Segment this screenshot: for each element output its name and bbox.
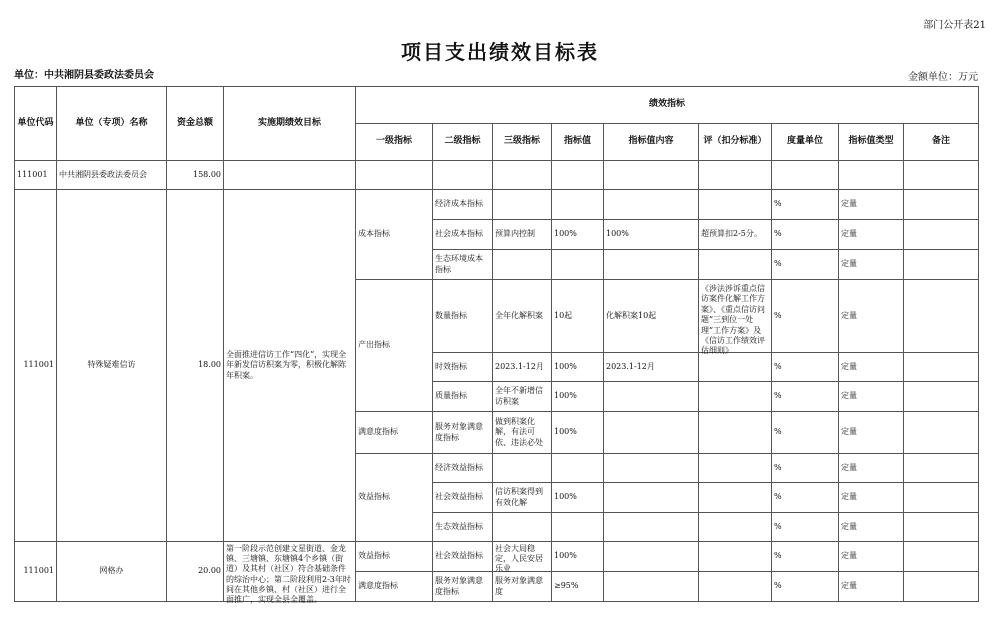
remark — [904, 542, 979, 572]
project-amount: 20.00 — [167, 542, 224, 602]
remark — [904, 483, 979, 513]
scoring-standard — [699, 382, 772, 412]
header-goal: 实施期绩效目标 — [224, 87, 356, 161]
l3-indicator: 2023.1-12月 — [493, 353, 552, 382]
header-l1: 一级指标 — [356, 124, 433, 161]
l3-indicator-text: 做到积案化解，有法可依、违法必处 — [495, 416, 543, 447]
remark — [904, 382, 979, 412]
header-perf: 绩效指标 — [356, 87, 979, 124]
indicator-type: 定量 — [839, 542, 904, 572]
indicator-type: 定量 — [839, 483, 904, 513]
indicator-type: 定量 — [839, 190, 904, 220]
scoring-standard — [699, 513, 772, 542]
l2-indicator: 质量指标 — [433, 382, 493, 412]
scoring-standard — [699, 454, 772, 483]
project-goal: 全面推进信访工作“四化”，实现全年新发信访积案为零，积极化解陈年积案。 — [224, 190, 356, 542]
header-content: 指标值内容 — [604, 124, 699, 161]
project-name: 网格办 — [57, 542, 167, 602]
indicator-content — [604, 190, 699, 220]
measure-unit: % — [772, 454, 839, 483]
indicator-value — [552, 454, 604, 483]
indicator-type: 定量 — [839, 572, 904, 602]
indicator-value: 100% — [552, 382, 604, 412]
performance-table — [14, 86, 979, 605]
l3-indicator — [493, 412, 552, 454]
table-row — [15, 542, 979, 572]
l1-indicator: 效益指标 — [356, 542, 433, 572]
project-goal-text: 第一阶段示范创建文星街道、金龙镇、三塘镇、东塘镇4个乡镇（街道）及其村（社区）符合基础条件的综治中心；第二阶段利用2-3年时间在其他乡镇、村（社区）进行全面推广，实现全县全覆盖。 — [226, 543, 351, 605]
header-l2: 二级指标 — [433, 124, 493, 161]
measure-unit: % — [772, 412, 839, 454]
indicator-type: 定量 — [839, 353, 904, 382]
indicator-type: 定量 — [839, 513, 904, 542]
l3-indicator: 全年不新增信访积案 — [493, 382, 552, 412]
scoring-standard — [699, 353, 772, 382]
l1-indicator: 效益指标 — [356, 454, 433, 542]
measure-unit: % — [772, 572, 839, 602]
scoring-standard — [699, 572, 772, 602]
l2-indicator: 社会效益指标 — [433, 542, 493, 572]
remark — [904, 513, 979, 542]
indicator-content — [604, 454, 699, 483]
l2-indicator: 社会效益指标 — [433, 483, 493, 513]
remark — [904, 454, 979, 483]
measure-unit: % — [772, 483, 839, 513]
l1-indicator: 成本指标 — [356, 190, 433, 280]
scoring-standard — [699, 483, 772, 513]
scoring-standard — [699, 542, 772, 572]
remark — [904, 190, 979, 220]
indicator-value: 100% — [552, 542, 604, 572]
l2-indicator: 数量指标 — [433, 280, 493, 353]
l2-indicator: 服务对象满意度指标 — [433, 412, 493, 454]
remark — [904, 250, 979, 280]
indicator-value: 100% — [552, 483, 604, 513]
header-measure: 度量单位 — [772, 124, 839, 161]
scoring-standard — [699, 412, 772, 454]
project-goal — [224, 542, 356, 605]
scoring-standard — [699, 250, 772, 280]
measure-unit: % — [772, 220, 839, 250]
measure-unit: % — [772, 513, 839, 542]
remark — [904, 353, 979, 382]
header-remark: 备注 — [904, 124, 979, 161]
summary-amount: 158.00 — [167, 161, 224, 190]
indicator-content — [604, 412, 699, 454]
measure-unit: % — [772, 190, 839, 220]
indicator-type: 定量 — [839, 454, 904, 483]
scoring-standard-text: 《涉法涉诉重点信访案件化解工作方案》、《重点信访问题“三到位一处理”工作方案》及《信访工作绩效评估细则》 — [701, 284, 765, 356]
l2-indicator: 生态环境成本指标 — [433, 250, 493, 280]
measure-unit: % — [772, 280, 839, 353]
indicator-value — [552, 250, 604, 280]
indicator-content — [604, 382, 699, 412]
measure-unit: % — [772, 542, 839, 572]
l2-indicator: 生态效益指标 — [433, 513, 493, 542]
money-unit: 金额单位：万元 — [908, 72, 978, 83]
indicator-type: 定量 — [839, 382, 904, 412]
header-score: 评（扣分标准） — [699, 124, 772, 161]
project-code: 111001 — [15, 190, 57, 542]
l2-indicator: 经济效益指标 — [433, 454, 493, 483]
project-name: 特殊疑难信访 — [57, 190, 167, 542]
indicator-content — [604, 483, 699, 513]
remark — [904, 412, 979, 454]
l3-indicator: 信访积案得到有效化解 — [493, 483, 552, 513]
l2-indicator: 经济成本指标 — [433, 190, 493, 220]
remark — [904, 572, 979, 602]
l2-indicator: 服务对象满意度指标 — [433, 572, 493, 602]
indicator-type: 定量 — [839, 250, 904, 280]
l3-indicator: 全年化解积案 — [493, 280, 552, 353]
l3-indicator-text: 社会大局稳定，人民安居乐业 — [495, 543, 543, 574]
measure-unit: % — [772, 382, 839, 412]
project-amount: 18.00 — [167, 190, 224, 542]
indicator-value — [552, 190, 604, 220]
project-code: 111001 — [15, 542, 57, 602]
header-amount: 资金总额 — [167, 87, 224, 161]
indicator-type: 定量 — [839, 220, 904, 250]
page-title: 项目支出绩效目标表 — [401, 40, 599, 64]
l3-indicator: 服务对象满意度 — [493, 572, 552, 602]
l3-indicator: 预算内控制 — [493, 220, 552, 250]
l3-indicator — [493, 190, 552, 220]
scoring-standard — [699, 190, 772, 220]
indicator-value: 100% — [552, 353, 604, 382]
indicator-content: 化解积案10起 — [604, 280, 699, 353]
unit-label: 单位：中共湘阴县委政法委员会 — [14, 70, 154, 81]
header-type: 指标值类型 — [839, 124, 904, 161]
indicator-value: 10起 — [552, 280, 604, 353]
indicator-content — [604, 513, 699, 542]
indicator-content — [604, 572, 699, 602]
l3-indicator — [493, 513, 552, 542]
indicator-type: 定量 — [839, 412, 904, 454]
header-l3: 三级指标 — [493, 124, 552, 161]
summary-code: 111001 — [15, 161, 57, 190]
l1-indicator: 满意度指标 — [356, 412, 433, 454]
measure-unit: % — [772, 250, 839, 280]
form-number: 部门公开表21 — [923, 20, 986, 31]
header-name: 单位（专项）名称 — [57, 87, 167, 161]
scoring-standard: 超预算扣2-5分。 — [699, 220, 772, 250]
scoring-standard — [699, 280, 772, 356]
l2-indicator: 社会成本指标 — [433, 220, 493, 250]
indicator-content — [604, 542, 699, 572]
summary-row — [15, 161, 979, 190]
l1-indicator: 满意度指标 — [356, 572, 433, 602]
remark — [904, 280, 979, 353]
l1-indicator: 产出指标 — [356, 280, 433, 412]
indicator-content: 100% — [604, 220, 699, 250]
remark — [904, 220, 979, 250]
table-row — [15, 190, 979, 220]
measure-unit: % — [772, 353, 839, 382]
l2-indicator: 时效指标 — [433, 353, 493, 382]
l3-indicator — [493, 542, 552, 572]
indicator-value: 100% — [552, 220, 604, 250]
indicator-content: 2023.1-12月 — [604, 353, 699, 382]
indicator-value: 100% — [552, 412, 604, 454]
indicator-value — [552, 513, 604, 542]
indicator-content — [604, 250, 699, 280]
header-code: 单位代码 — [15, 87, 57, 161]
l3-indicator — [493, 250, 552, 280]
summary-name: 中共湘阴县委政法委员会 — [57, 161, 167, 190]
indicator-value: ≥95% — [552, 572, 604, 602]
l3-indicator — [493, 454, 552, 483]
header-value: 指标值 — [552, 124, 604, 161]
indicator-type: 定量 — [839, 280, 904, 353]
